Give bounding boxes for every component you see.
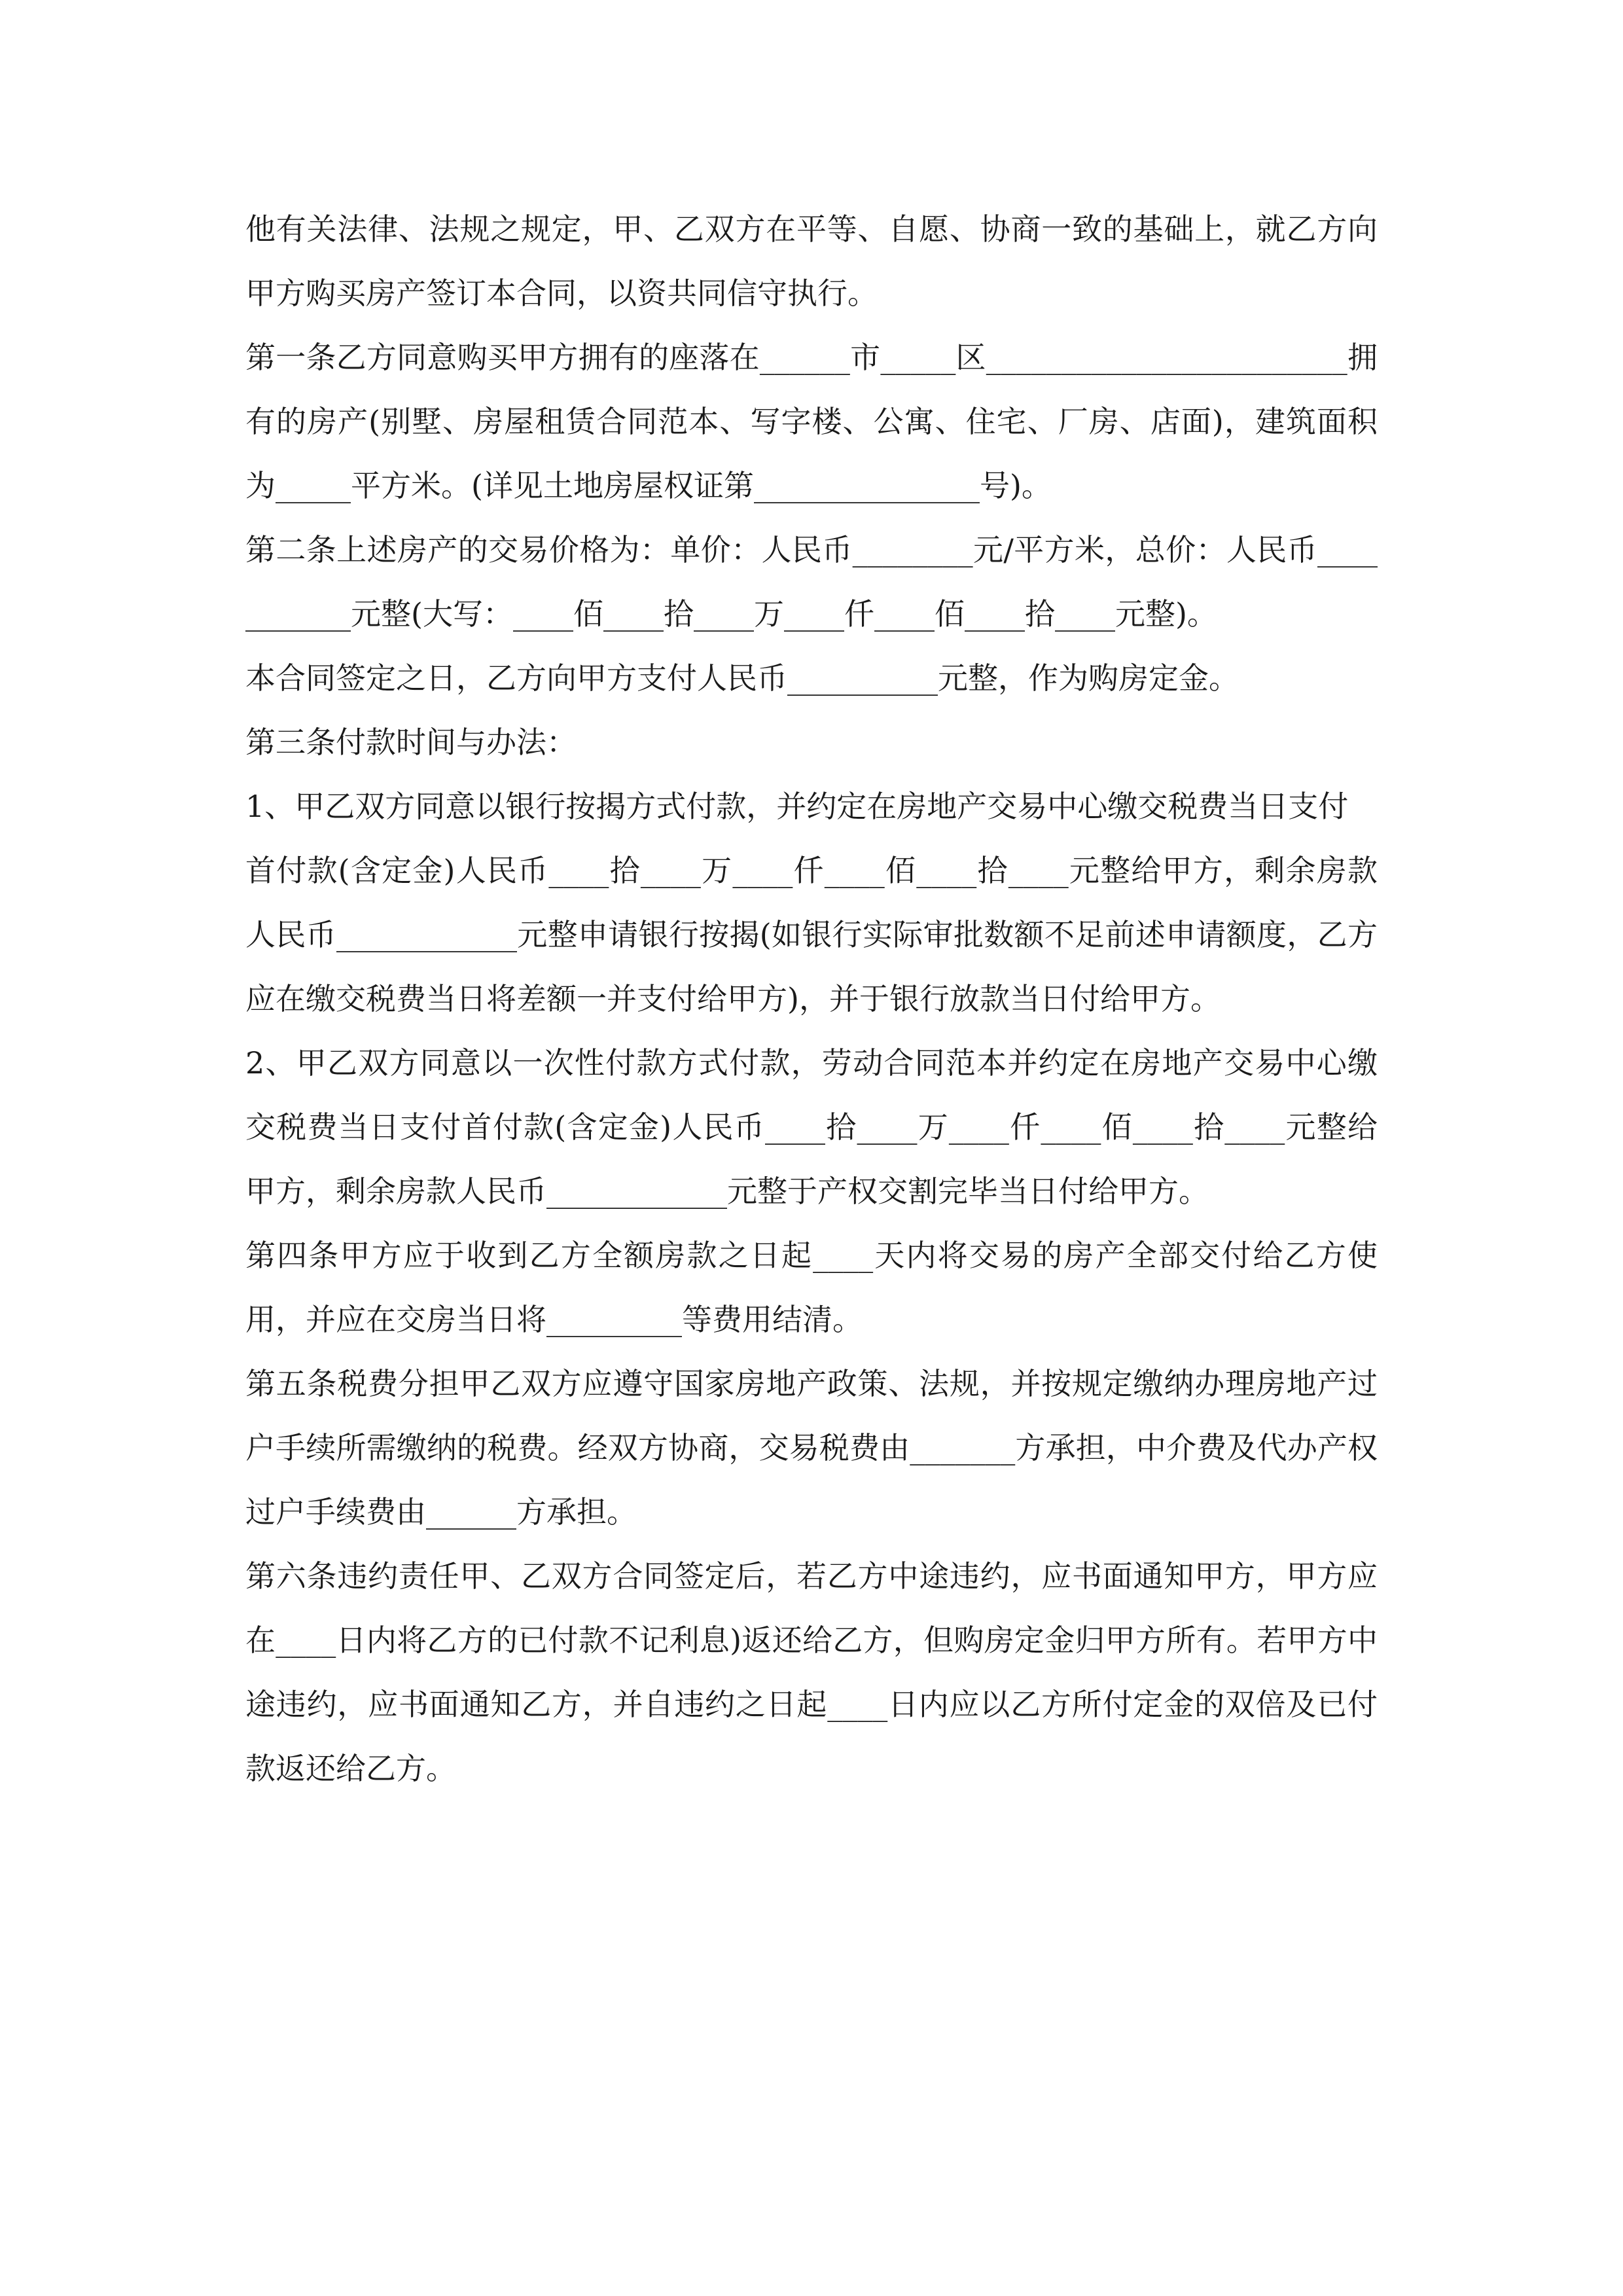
paragraph-article-1: 第一条乙方同意购买甲方拥有的座落在______市_____区________________________拥有的房产(别墅、房屋租赁合同范本、写字楼、公寓、住宅、厂房、店面)，建筑面积为_____平方米。(详见土地房屋权证第_______________号)。: [245, 340, 1378, 503]
paragraph-article-3-heading: 第三条付款时间与办法：: [245, 725, 577, 760]
paragraph-article-4: 第四条甲方应于收到乙方全额房款之日起____天内将交易的房产全部交付给乙方使用，并应在交房当日将_________等费用结清。: [245, 1238, 1378, 1337]
contract-body: [245, 197, 1378, 1801]
paragraph-article-2: 第二条上述房产的交易价格为：单价：人民币________元/平方米，总价：人民币___________元整(大写：____佰____拾____万____仟____佰____拾____元整)。: [245, 532, 1378, 632]
paragraph-article-3-item-1: 1、甲乙双方同意以银行按揭方式付款，并约定在房地产交易中心缴交税费当日支付: [245, 789, 1349, 824]
paragraph-article-6: 第六条违约责任甲、乙双方合同签定后，若乙方中途违约，应书面通知甲方，甲方应在____日内将乙方的已付款不记利息)返还给乙方，但购房定金归甲方所有。若甲方中途违约，应书面通知乙方，并自违约之日起____日内应以乙方所付定金的双倍及已付款返还给乙方。: [245, 1558, 1378, 1786]
paragraph-preamble: 他有关法律、法规之规定，甲、乙双方在平等、自愿、协商一致的基础上，就乙方向甲方购买房产签订本合同，以资共同信守执行。: [245, 211, 1378, 311]
paragraph-article-5: 第五条税费分担甲乙双方应遵守国家房地产政策、法规，并按规定缴纳办理房地产过户手续所需缴纳的税费。经双方协商，交易税费由_______方承担，中介费及代办产权过户手续费由______方承担。: [245, 1366, 1378, 1530]
paragraph-deposit: 本合同签定之日，乙方向甲方支付人民币__________元整，作为购房定金。: [245, 660, 1239, 696]
paragraph-article-3-item-1-detail: 首付款(含定金)人民币____拾____万____仟____佰____拾____元整给甲方，剩余房款人民币____________元整申请银行按揭(如银行实际审批数额不足前述申请额度，乙方应在缴交税费当日将差额一并支付给甲方)，并于银行放款当日付给甲方。: [245, 853, 1378, 1016]
paragraph-article-3-item-2: 2、甲乙双方同意以一次性付款方式付款，劳动合同范本并约定在房地产交易中心缴交税费当日支付首付款(含定金)人民币____拾____万____仟____佰____拾____元整给甲方，剩余房款人民币____________元整于产权交割完毕当日付给甲方。: [245, 1045, 1378, 1209]
